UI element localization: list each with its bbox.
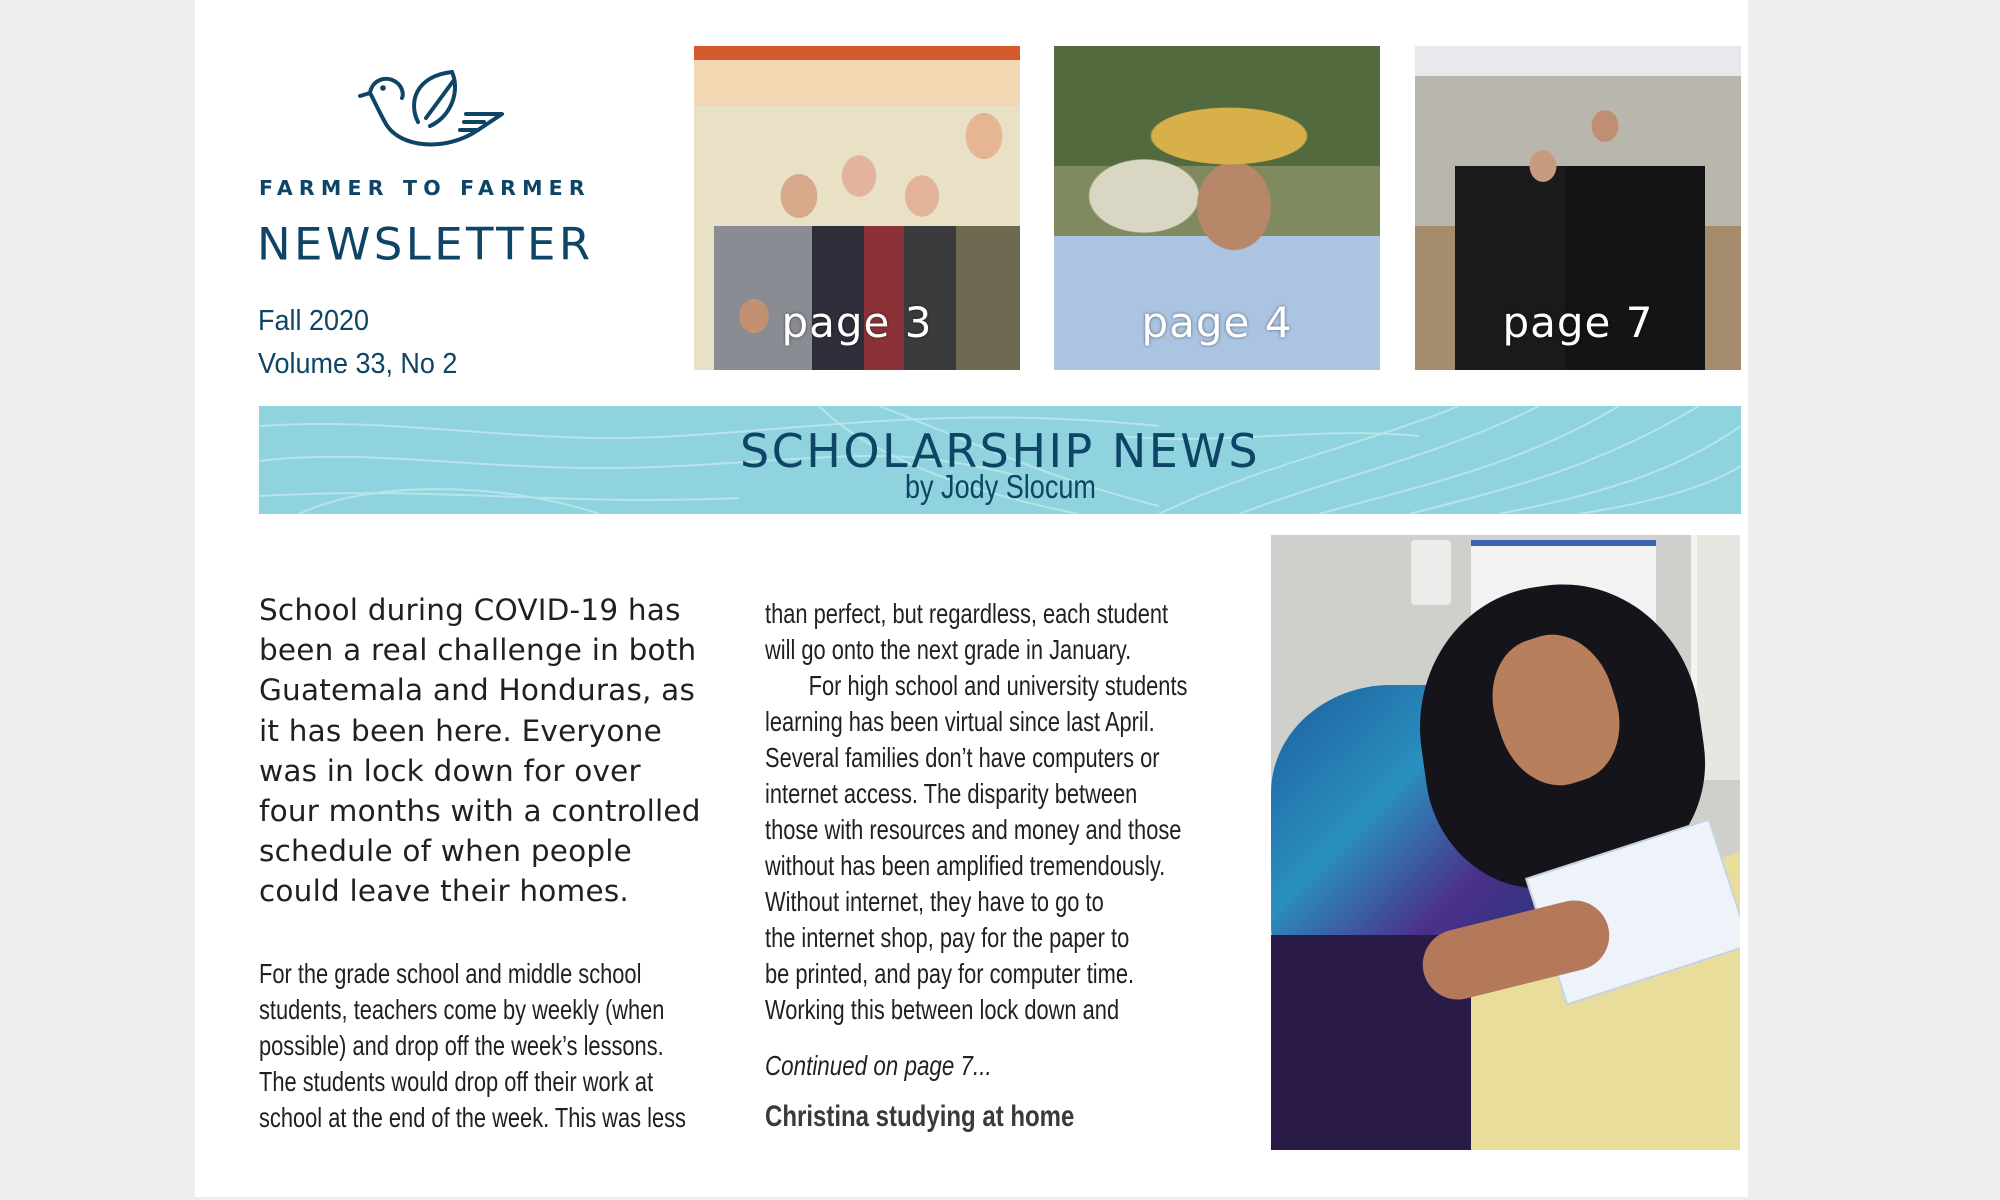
- thumbnail-label: page 4: [1141, 298, 1293, 347]
- body-line: internet access. The disparity between: [765, 778, 1138, 809]
- body-line: without has been amplified tremendously.: [765, 850, 1166, 881]
- body-line: the internet shop, pay for the paper to: [765, 922, 1130, 953]
- body-line: Working this between lock down and: [765, 994, 1120, 1025]
- newsletter-title: NEWSLETTER: [257, 218, 594, 271]
- lead-line: School during COVID-19 has: [259, 593, 681, 627]
- body-line: The students would drop off their work at: [259, 1066, 654, 1097]
- lead-line: was in lock down for over: [259, 753, 641, 788]
- article-column-1: [259, 956, 806, 1136]
- body-line: those with resources and money and those: [765, 814, 1182, 845]
- photo-caption: Christina studying at home: [765, 1100, 1075, 1133]
- light-switch: [1411, 540, 1451, 605]
- body-line: be printed, and pay for computer time.: [765, 958, 1135, 989]
- body-line: learning has been virtual since last April.: [765, 706, 1155, 737]
- lead-line: Guatemala and Honduras, as: [259, 673, 696, 708]
- body-line: will go onto the next grade in January.: [765, 634, 1132, 665]
- body-line: than perfect, but regardless, each student: [765, 598, 1169, 629]
- thumbnail-page-4[interactable]: [1054, 46, 1380, 370]
- lead-line: been a real challenge in both: [259, 633, 697, 668]
- lead-line: could leave their homes.: [259, 874, 629, 909]
- body-line: Without internet, they have to go to: [765, 886, 1104, 917]
- article-lead: [259, 590, 729, 912]
- body-line: possible) and drop off the week’s lessons.: [259, 1030, 664, 1061]
- dove-logo-icon: [356, 66, 506, 158]
- section-title: SCHOLARSHIP NEWS: [739, 424, 1261, 478]
- issue-info: [258, 300, 472, 386]
- brand-name: FARMER TO FARMER: [259, 176, 591, 200]
- continued-link[interactable]: Continued on page 7...: [765, 1050, 992, 1081]
- body-line: For high school and university students: [765, 670, 1188, 701]
- byline-text: by Jody Slocum: [904, 468, 1096, 505]
- issue-volume: Volume 33, No 2: [258, 348, 458, 380]
- thumbnail-page-3[interactable]: [694, 46, 1020, 370]
- body-line: students, teachers come by weekly (when: [259, 994, 665, 1025]
- thumbnail-label: page 3: [781, 298, 933, 347]
- lead-line: it has been here. Everyone: [259, 713, 662, 748]
- thumbnail-page-7[interactable]: [1415, 46, 1741, 370]
- lead-line: schedule of when people: [259, 834, 633, 869]
- issue-season: Fall 2020: [258, 305, 369, 337]
- section-banner: [259, 406, 1741, 514]
- thumbnail-label: page 7: [1502, 298, 1654, 347]
- student-photo: [1271, 535, 1740, 1150]
- body-line: school at the end of the week. This was less: [259, 1102, 686, 1133]
- section-byline: [259, 468, 1741, 506]
- body-line: For the grade school and middle school: [259, 958, 642, 989]
- article-column-2: [765, 596, 1307, 1028]
- body-line: Several families don’t have computers or: [765, 742, 1160, 773]
- lead-line: four months with a controlled: [259, 794, 701, 829]
